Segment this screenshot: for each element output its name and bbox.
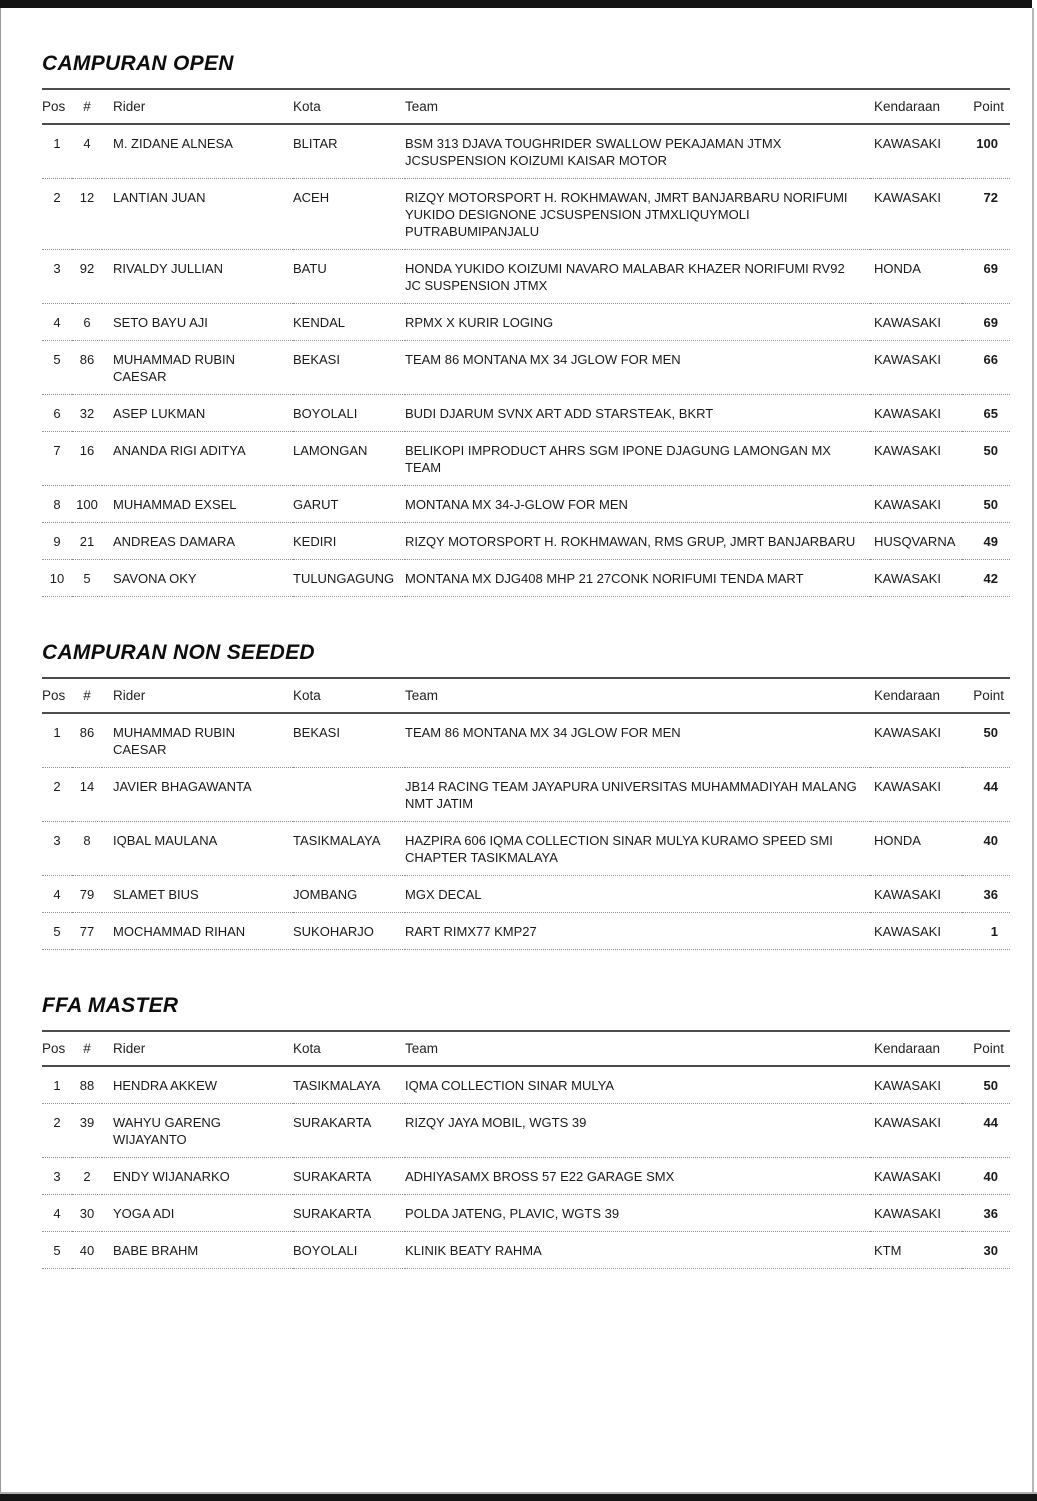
cell-kota: KEDIRI <box>293 523 405 560</box>
cell-number: 79 <box>72 876 102 913</box>
table-row <box>42 560 1010 597</box>
col-header-team: Team <box>405 1031 870 1066</box>
cell-rider: BABE BRAHM <box>102 1232 293 1269</box>
table-row <box>42 1158 1010 1195</box>
cell-number: 2 <box>72 1158 102 1195</box>
cell-number: 8 <box>72 822 102 876</box>
cell-pos: 7 <box>42 432 72 486</box>
cell-kendaraan: KAWASAKI <box>870 124 962 179</box>
cell-rider: ASEP LUKMAN <box>102 395 293 432</box>
cell-point: 44 <box>962 768 1010 822</box>
cell-team: TEAM 86 MONTANA MX 34 JGLOW FOR MEN <box>405 713 870 768</box>
table-row <box>42 395 1010 432</box>
section-title: CAMPURAN NON SEEDED <box>42 641 315 664</box>
cell-kota: BEKASI <box>293 713 405 768</box>
cell-pos: 4 <box>42 1195 72 1232</box>
cell-kota: SURAKARTA <box>293 1104 405 1158</box>
cell-point: 69 <box>962 304 1010 341</box>
cell-rider: RIVALDY JULLIAN <box>102 250 293 304</box>
results-table <box>42 677 1010 950</box>
cell-kota: BOYOLALI <box>293 395 405 432</box>
cell-team: JB14 RACING TEAM JAYAPURA UNIVERSITAS MUHAMMADIYAH MALANG NMT JATIM <box>405 768 870 822</box>
cell-number: 88 <box>72 1066 102 1104</box>
cell-point: 72 <box>962 179 1010 250</box>
table-row <box>42 1195 1010 1232</box>
cell-rider: SLAMET BIUS <box>102 876 293 913</box>
table-row <box>42 341 1010 395</box>
table-row <box>42 486 1010 523</box>
cell-number: 92 <box>72 250 102 304</box>
cell-kota: LAMONGAN <box>293 432 405 486</box>
col-header-rider: Rider <box>102 89 293 124</box>
col-header-point: Point <box>962 89 1010 124</box>
cell-team: BUDI DJARUM SVNX ART ADD STARSTEAK, BKRT <box>405 395 870 432</box>
cell-point: 49 <box>962 523 1010 560</box>
cell-kota: ACEH <box>293 179 405 250</box>
cell-point: 30 <box>962 1232 1010 1269</box>
col-header-pos: Pos <box>42 89 72 124</box>
cell-point: 50 <box>962 486 1010 523</box>
cell-pos: 8 <box>42 486 72 523</box>
cell-rider: LANTIAN JUAN <box>102 179 293 250</box>
cell-kendaraan: KAWASAKI <box>870 486 962 523</box>
col-header-point: Point <box>962 1031 1010 1066</box>
header-row <box>42 89 1010 124</box>
table-header <box>42 1031 1010 1066</box>
cell-kota: BEKASI <box>293 341 405 395</box>
col-header-kendaraan: Kendaraan <box>870 89 962 124</box>
cell-number: 16 <box>72 432 102 486</box>
cell-rider: IQBAL MAULANA <box>102 822 293 876</box>
col-header-rider: Rider <box>102 678 293 713</box>
cell-pos: 9 <box>42 523 72 560</box>
cell-rider: MUHAMMAD EXSEL <box>102 486 293 523</box>
cell-number: 86 <box>72 341 102 395</box>
cell-team: BELIKOPI IMPRODUCT AHRS SGM IPONE DJAGUNG LAMONGAN MX TEAM <box>405 432 870 486</box>
cell-team: ADHIYASAMX BROSS 57 E22 GARAGE SMX <box>405 1158 870 1195</box>
cell-kota: SURAKARTA <box>293 1195 405 1232</box>
cell-team: POLDA JATENG, PLAVIC, WGTS 39 <box>405 1195 870 1232</box>
cell-rider: MUHAMMAD RUBIN CAESAR <box>102 341 293 395</box>
cell-point: 40 <box>962 822 1010 876</box>
col-header-point: Point <box>962 678 1010 713</box>
table-row <box>42 768 1010 822</box>
cell-number: 6 <box>72 304 102 341</box>
cell-kendaraan: HONDA <box>870 250 962 304</box>
table-header <box>42 678 1010 713</box>
col-header-pos: Pos <box>42 678 72 713</box>
cell-point: 42 <box>962 560 1010 597</box>
cell-kendaraan: KAWASAKI <box>870 1066 962 1104</box>
results-section <box>42 994 1010 1269</box>
cell-rider: HENDRA AKKEW <box>102 1066 293 1104</box>
cell-pos: 10 <box>42 560 72 597</box>
cell-kendaraan: KAWASAKI <box>870 876 962 913</box>
cell-pos: 2 <box>42 1104 72 1158</box>
cell-kendaraan: HONDA <box>870 822 962 876</box>
viewer-top-bar <box>0 0 1032 8</box>
cell-rider: SAVONA OKY <box>102 560 293 597</box>
table-row <box>42 250 1010 304</box>
cell-rider: JAVIER BHAGAWANTA <box>102 768 293 822</box>
cell-rider: MUHAMMAD RUBIN CAESAR <box>102 713 293 768</box>
cell-number: 30 <box>72 1195 102 1232</box>
table-row <box>42 1066 1010 1104</box>
cell-point: 65 <box>962 395 1010 432</box>
cell-team: RIZQY MOTORSPORT H. ROKHMAWAN, RMS GRUP, JMRT BANJARBARU <box>405 523 870 560</box>
cell-kota: TASIKMALAYA <box>293 822 405 876</box>
col-header-number: # <box>72 89 102 124</box>
cell-kendaraan: KAWASAKI <box>870 913 962 950</box>
cell-team: RIZQY JAYA MOBIL, WGTS 39 <box>405 1104 870 1158</box>
table-row <box>42 1232 1010 1269</box>
table-body <box>42 1066 1010 1269</box>
cell-team: BSM 313 DJAVA TOUGHRIDER SWALLOW PEKAJAMAN JTMX JCSUSPENSION KOIZUMI KAISAR MOTOR <box>405 124 870 179</box>
cell-kendaraan: KAWASAKI <box>870 1195 962 1232</box>
cell-rider: SETO BAYU AJI <box>102 304 293 341</box>
cell-point: 50 <box>962 432 1010 486</box>
cell-pos: 2 <box>42 768 72 822</box>
cell-kota: TASIKMALAYA <box>293 1066 405 1104</box>
cell-kendaraan: KAWASAKI <box>870 179 962 250</box>
header-row <box>42 1031 1010 1066</box>
table-row <box>42 523 1010 560</box>
cell-rider: M. ZIDANE ALNESA <box>102 124 293 179</box>
cell-rider: ANANDA RIGI ADITYA <box>102 432 293 486</box>
header-row <box>42 678 1010 713</box>
cell-team: KLINIK BEATY RAHMA <box>405 1232 870 1269</box>
cell-kota: BATU <box>293 250 405 304</box>
col-header-kota: Kota <box>293 1031 405 1066</box>
table-header <box>42 89 1010 124</box>
cell-point: 66 <box>962 341 1010 395</box>
table-row <box>42 124 1010 179</box>
cell-point: 36 <box>962 876 1010 913</box>
cell-kendaraan: KAWASAKI <box>870 304 962 341</box>
cell-rider: MOCHAMMAD RIHAN <box>102 913 293 950</box>
cell-kota: BOYOLALI <box>293 1232 405 1269</box>
cell-kendaraan: KAWASAKI <box>870 1158 962 1195</box>
col-header-kota: Kota <box>293 678 405 713</box>
page-right-edge <box>1032 8 1034 1492</box>
cell-number: 77 <box>72 913 102 950</box>
col-header-team: Team <box>405 678 870 713</box>
cell-rider: WAHYU GARENG WIJAYANTO <box>102 1104 293 1158</box>
cell-kendaraan: KTM <box>870 1232 962 1269</box>
cell-number: 39 <box>72 1104 102 1158</box>
page-left-edge <box>0 8 1 1492</box>
cell-kota <box>293 768 405 822</box>
cell-point: 100 <box>962 124 1010 179</box>
cell-kota: GARUT <box>293 486 405 523</box>
cell-pos: 3 <box>42 250 72 304</box>
col-header-kendaraan: Kendaraan <box>870 1031 962 1066</box>
table-row <box>42 432 1010 486</box>
section-title: FFA MASTER <box>42 994 179 1017</box>
cell-pos: 4 <box>42 304 72 341</box>
cell-kendaraan: KAWASAKI <box>870 395 962 432</box>
cell-team: HAZPIRA 606 IQMA COLLECTION SINAR MULYA KURAMO SPEED SMI CHAPTER TASIKMALAYA <box>405 822 870 876</box>
cell-pos: 1 <box>42 1066 72 1104</box>
cell-pos: 6 <box>42 395 72 432</box>
cell-rider: ENDY WIJANARKO <box>102 1158 293 1195</box>
col-header-pos: Pos <box>42 1031 72 1066</box>
table-body <box>42 713 1010 950</box>
cell-kendaraan: KAWASAKI <box>870 560 962 597</box>
table-row <box>42 713 1010 768</box>
table-row <box>42 1104 1010 1158</box>
cell-kota: TULUNGAGUNG <box>293 560 405 597</box>
cell-point: 1 <box>962 913 1010 950</box>
cell-team: MONTANA MX DJG408 MHP 21 27CONK NORIFUMI TENDA MART <box>405 560 870 597</box>
cell-kendaraan: KAWASAKI <box>870 713 962 768</box>
col-header-kendaraan: Kendaraan <box>870 678 962 713</box>
cell-number: 12 <box>72 179 102 250</box>
cell-team: IQMA COLLECTION SINAR MULYA <box>405 1066 870 1104</box>
cell-kendaraan: KAWASAKI <box>870 432 962 486</box>
col-header-kota: Kota <box>293 89 405 124</box>
cell-number: 32 <box>72 395 102 432</box>
col-header-number: # <box>72 678 102 713</box>
table-row <box>42 876 1010 913</box>
cell-pos: 1 <box>42 713 72 768</box>
col-header-rider: Rider <box>102 1031 293 1066</box>
document-page <box>42 8 1010 1269</box>
cell-point: 50 <box>962 713 1010 768</box>
cell-pos: 3 <box>42 1158 72 1195</box>
cell-pos: 5 <box>42 1232 72 1269</box>
cell-kota: SURAKARTA <box>293 1158 405 1195</box>
results-section <box>42 641 1010 950</box>
cell-kota: JOMBANG <box>293 876 405 913</box>
cell-pos: 1 <box>42 124 72 179</box>
cell-team: HONDA YUKIDO KOIZUMI NAVARO MALABAR KHAZER NORIFUMI RV92 JC SUSPENSION JTMX <box>405 250 870 304</box>
cell-number: 86 <box>72 713 102 768</box>
cell-kota: KENDAL <box>293 304 405 341</box>
results-table <box>42 88 1010 597</box>
col-header-team: Team <box>405 89 870 124</box>
cell-number: 40 <box>72 1232 102 1269</box>
results-section <box>42 52 1010 597</box>
cell-point: 40 <box>962 1158 1010 1195</box>
cell-point: 69 <box>962 250 1010 304</box>
cell-point: 44 <box>962 1104 1010 1158</box>
cell-pos: 5 <box>42 341 72 395</box>
table-body <box>42 124 1010 597</box>
cell-number: 100 <box>72 486 102 523</box>
cell-number: 14 <box>72 768 102 822</box>
table-row <box>42 179 1010 250</box>
cell-rider: YOGA ADI <box>102 1195 293 1232</box>
col-header-number: # <box>72 1031 102 1066</box>
cell-number: 4 <box>72 124 102 179</box>
cell-number: 21 <box>72 523 102 560</box>
cell-kendaraan: HUSQVARNA <box>870 523 962 560</box>
viewer-bottom-bar <box>0 1492 1037 1501</box>
table-row <box>42 913 1010 950</box>
cell-rider: ANDREAS DAMARA <box>102 523 293 560</box>
cell-point: 50 <box>962 1066 1010 1104</box>
cell-team: TEAM 86 MONTANA MX 34 JGLOW FOR MEN <box>405 341 870 395</box>
cell-team: MONTANA MX 34-J-GLOW FOR MEN <box>405 486 870 523</box>
cell-team: MGX DECAL <box>405 876 870 913</box>
cell-pos: 5 <box>42 913 72 950</box>
cell-team: RART RIMX77 KMP27 <box>405 913 870 950</box>
cell-kota: SUKOHARJO <box>293 913 405 950</box>
results-table <box>42 1030 1010 1269</box>
table-row <box>42 304 1010 341</box>
cell-pos: 3 <box>42 822 72 876</box>
cell-kota: BLITAR <box>293 124 405 179</box>
cell-number: 5 <box>72 560 102 597</box>
cell-kendaraan: KAWASAKI <box>870 1104 962 1158</box>
cell-point: 36 <box>962 1195 1010 1232</box>
table-row <box>42 822 1010 876</box>
cell-kendaraan: KAWASAKI <box>870 768 962 822</box>
cell-kendaraan: KAWASAKI <box>870 341 962 395</box>
cell-pos: 2 <box>42 179 72 250</box>
section-title: CAMPURAN OPEN <box>42 52 234 75</box>
cell-team: RPMX X KURIR LOGING <box>405 304 870 341</box>
cell-team: RIZQY MOTORSPORT H. ROKHMAWAN, JMRT BANJARBARU NORIFUMI YUKIDO DESIGNONE JCSUSPENSION JTMXLIQUYMOLI PUTRABUMIPANJALU <box>405 179 870 250</box>
cell-pos: 4 <box>42 876 72 913</box>
